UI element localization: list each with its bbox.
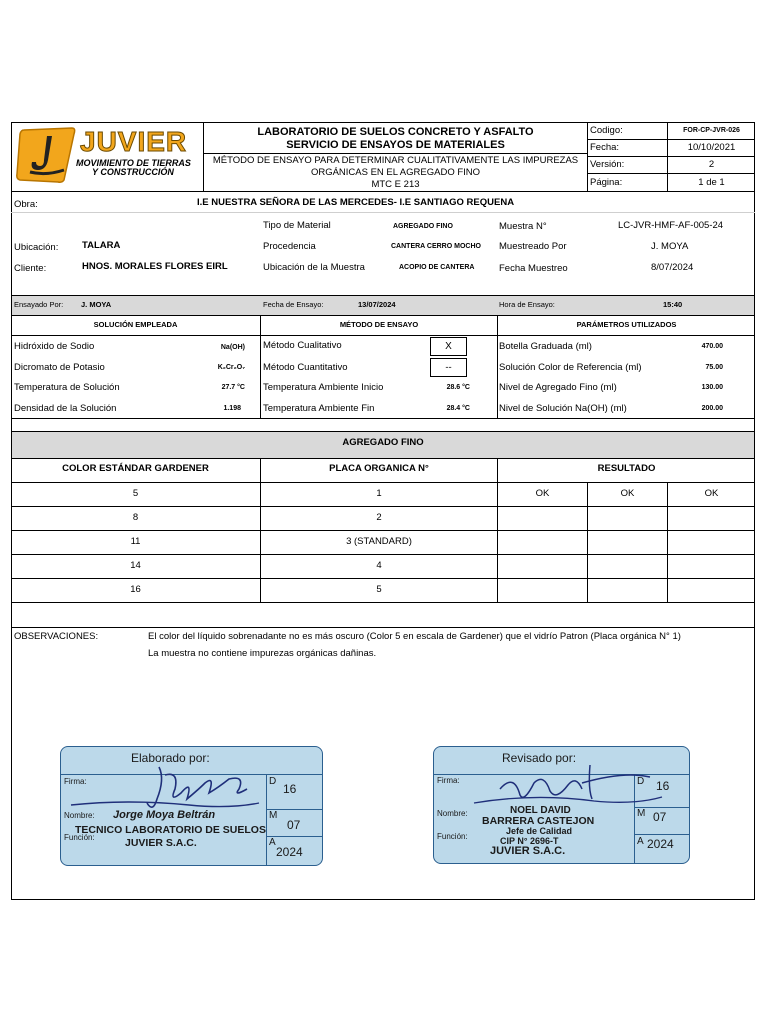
section-metodo: MÉTODO DE ENSAYO [339,320,419,329]
muestra-label: Muestra N° [499,221,547,232]
ensayado-value: J. MOYA [81,300,112,309]
metodo-label: Temperatura Ambiente Fin [263,403,375,414]
version-value: 2 [708,159,715,170]
observaciones-line-2: La muestra no contiene impurezas orgánicas dañinas. [148,648,377,659]
solucion-label: Dicromato de Potasio [14,362,105,373]
month-value: 07 [653,810,667,824]
firma-label: Firma: [64,777,87,786]
reviewer-role: Jefe de Calidad [506,826,573,836]
logo-tagline-1: MOVIMIENTO DE TIERRAS [76,158,191,168]
company-logo [14,124,202,190]
metodo-value: X [445,341,452,352]
fecha-ensayo-value: 13/07/2024 [358,300,396,309]
reviewer-name-1: NOEL DAVID [510,805,571,816]
section-solucion: SOLUCIÓN EMPLEADA [93,320,178,329]
method-title-2: ORGÁNICAS EN EL AGREGADO FINO [310,167,481,178]
year-label: A [269,837,276,848]
solucion-value: K₂Cr₂O₇ [217,364,245,371]
fecha-label: Fecha: [590,142,620,153]
fecha-muestreo-label: Fecha Muestreo [499,263,568,274]
codigo-value: FOR-CP-JVR-026 [683,127,740,134]
placa-cell: 3 (STANDARD) [346,536,412,547]
section-parametros: PARÁMETROS UTILIZADOS [576,320,677,329]
color-cell: 11 [130,536,141,547]
solucion-value: 27.7 °C [221,384,245,391]
logo-tagline-2: Y CONSTRUCCIÓN [92,167,174,177]
parametro-value: 470.00 [701,343,723,350]
result-cell: OK [620,488,635,499]
funcion-label: Función: [64,833,95,842]
muestreado-value: J. MOYA [651,241,689,252]
signature-left-icon [69,759,269,819]
cliente-label: Cliente: [14,263,47,274]
fecha-ensayo-label: Fecha de Ensayo: [263,300,324,309]
solucion-value: Na(OH) [220,344,245,351]
codigo-label: Codigo: [590,125,623,136]
solucion-label: Densidad de la Solución [14,403,117,414]
signer-name: Jorge Moya Beltrán [113,809,216,821]
parametro-label: Nivel de Solución Na(OH) (ml) [499,403,627,414]
result-cell: OK [704,488,719,499]
agregado-title: AGREGADO FINO [342,437,424,448]
pagina-value: 1 de 1 [698,177,725,188]
tipo-value: AGREGADO FINO [393,223,453,230]
col-color-header: COLOR ESTÁNDAR GARDENER [62,463,209,474]
ubicacion-value: TALARA [82,240,121,251]
year-label: A [637,836,644,847]
metodo-value: 28.4 °C [446,405,470,412]
reviewer-cip: CIP N° 2696-T [500,836,559,846]
color-cell: 16 [130,584,141,595]
fecha-muestreo-value: 8/07/2024 [651,262,694,273]
nombre-label: Nombre: [64,811,95,820]
solucion-label: Hidróxido de Sodio [14,341,95,352]
logo-brand: JUVIER [80,126,188,157]
signer-company: JUVIER S.A.C. [125,837,197,849]
parametro-value: 75.00 [705,364,723,371]
day-value: 16 [283,782,297,796]
result-cell: OK [535,488,550,499]
method-title-1: MÉTODO DE ENSAYO PARA DETERMINAR CUALITATIVAMENTE LAS IMPUREZAS [212,155,579,166]
stamp-elaborado [60,746,323,866]
ubicacion-label: Ubicación: [14,242,59,253]
signer-role: TECNICO LABORATORIO DE SUELOS [75,824,266,836]
procedencia-value: CANTERA CERRO MOCHO [391,243,481,250]
parametro-label: Botella Graduada (ml) [499,341,592,352]
day-value: 16 [656,779,670,793]
header-title-1: LABORATORIO DE SUELOS CONCRETO Y ASFALTO [257,126,534,138]
logo-emblem-icon [16,126,76,184]
method-title-3: MTC E 213 [371,179,420,190]
metodo-label: Método Cualitativo [263,340,342,351]
metodo-label: Método Cuantitativo [263,362,348,373]
ensayado-label: Ensayado Por: [14,300,64,309]
hora-label: Hora de Ensayo: [499,300,555,309]
firma-label: Firma: [437,776,460,785]
year-value: 2024 [647,837,674,851]
pagina-label: Página: [590,177,623,188]
placa-cell: 5 [376,584,382,595]
stamp-title: Elaborado por: [131,751,210,765]
placa-cell: 2 [376,512,382,523]
obra-value: I.E NUESTRA SEÑORA DE LAS MERCEDES- I.E SANTIAGO REQUENA [197,197,515,208]
month-label: M [269,810,278,821]
placa-cell: 4 [376,560,382,571]
obra-label: Obra: [14,199,38,210]
placa-cell: 1 [376,488,382,499]
cliente-value: HNOS. MORALES FLORES EIRL [82,261,228,272]
version-label: Versión: [590,159,625,170]
ubic-muestra-label: Ubicación de la Muestra [263,262,365,273]
color-cell: 8 [132,512,139,523]
muestreado-label: Muestreado Por [499,241,567,252]
day-label: D [637,776,645,787]
color-cell: 14 [130,560,141,571]
metodo-label: Temperatura Ambiente Inicio [263,382,384,393]
procedencia-label: Procedencia [263,241,316,252]
stamp-revisado [433,746,690,864]
col-placa-header: PLACA ORGANICA N° [329,463,429,474]
col-resultado-header: RESULTADO [597,463,656,474]
tipo-label: Tipo de Material [263,220,331,231]
parametro-value: 200.00 [701,405,723,412]
stamp-title: Revisado por: [502,751,577,765]
solucion-label: Temperatura de Solución [14,382,120,393]
fecha-value: 10/10/2021 [687,142,736,153]
parametro-value: 130.00 [701,384,723,391]
day-label: D [269,776,277,787]
observaciones-label: OBSERVACIONES: [14,631,99,642]
month-value: 07 [287,818,301,832]
funcion-label: Función: [437,832,468,841]
reviewer-company: JUVIER S.A.C. [490,845,566,857]
parametro-label: Nivel de Agregado Fino (ml) [499,382,617,393]
header-title-2: SERVICIO DE ENSAYOS DE MATERIALES [286,139,505,151]
parametro-label: Solución Color de Referencia (ml) [499,362,642,373]
color-cell: 5 [132,488,139,499]
nombre-label: Nombre: [437,809,468,818]
reviewer-name-2: BARRERA CASTEJON [482,815,595,827]
ubic-muestra-value: ACOPIO DE CANTERA [399,264,475,271]
year-value: 2024 [276,845,303,859]
observaciones-line-1: El color del líquido sobrenadante no es más oscuro (Color 5 en escala de Gardener) que el vidrío Patron (Placa orgánica N° 1) [148,631,681,642]
hora-value: 15:40 [663,300,683,309]
signature-right-icon [464,759,664,819]
metodo-value: -- [445,362,452,373]
metodo-value: 28.6 °C [446,384,470,391]
muestra-value: LC-JVR-HMF-AF-005-24 [618,220,724,231]
solucion-value: 1.198 [223,405,241,412]
month-label: M [637,808,646,819]
